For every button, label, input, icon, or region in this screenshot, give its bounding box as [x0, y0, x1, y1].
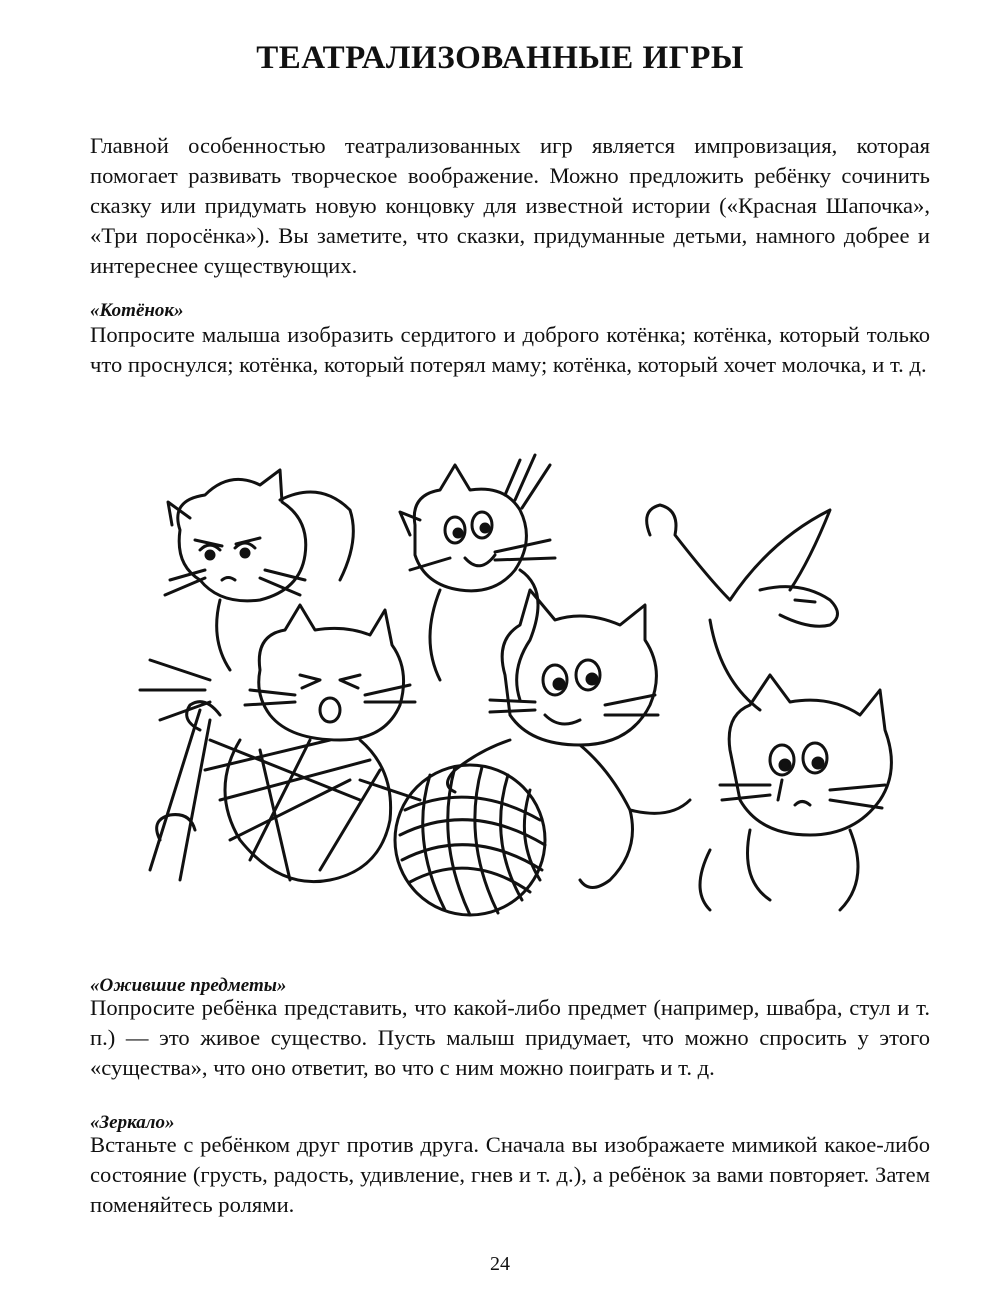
kittens-illustration: [110, 440, 930, 930]
happy-kitten-drawing: [448, 590, 691, 888]
tangled-kitten-drawing: [140, 605, 420, 882]
section-text-animated-objects: Попросите ребёнка представить, что какой-либо предмет (например, швабра, стул и т. п.) — это живое существо. Пусть малыш придумает, что можно спросить у этого «существа», что оно ответит, во что с ним можно поиграть и т. д.: [90, 995, 930, 1080]
section-text-mirror: Встаньте с ребёнком друг против друга. Сначала вы изображаете мимикой какое-либо состояние (грусть, радость, удивление, гнев и т. д.), а ребёнок за вами повторяет. Затем поменяйтесь ролями.: [90, 1132, 930, 1217]
yarn-ball-drawing: [395, 765, 545, 915]
angry-kitten-drawing: [165, 470, 353, 670]
page-title: ТЕАТРАЛИЗОВАННЫЕ ИГРЫ: [256, 40, 744, 76]
sad-kitten-drawing: [700, 675, 891, 910]
acrobat-kitten-drawing: [647, 505, 838, 710]
section-title-kitten: «Котёнок»: [90, 300, 184, 321]
page-number: 24: [490, 1253, 510, 1275]
section-title-mirror: «Зеркало»: [90, 1112, 175, 1133]
intro-paragraph: Главной особенностью театрализованных игр является импровизация, которая помогает развивать творческое воображение. Можно предложить ребёнку сочинить сказку или придумать новую концовку для известной истории («Красная Шапочка», «Три поросёнка»). Вы заметите, что сказки, придуманные детьми, намного добрее и интереснее существующих.: [90, 133, 930, 278]
section-text-kitten: Попросите малыша изобразить сердитого и доброго котёнка; котёнка, который только что проснулся; котёнка, который потерял маму; котёнка, который хочет молочка, и т. д.: [90, 322, 930, 377]
section-title-animated-objects: «Ожившие предметы»: [90, 975, 287, 996]
surprised-kitten-drawing: [400, 455, 555, 700]
